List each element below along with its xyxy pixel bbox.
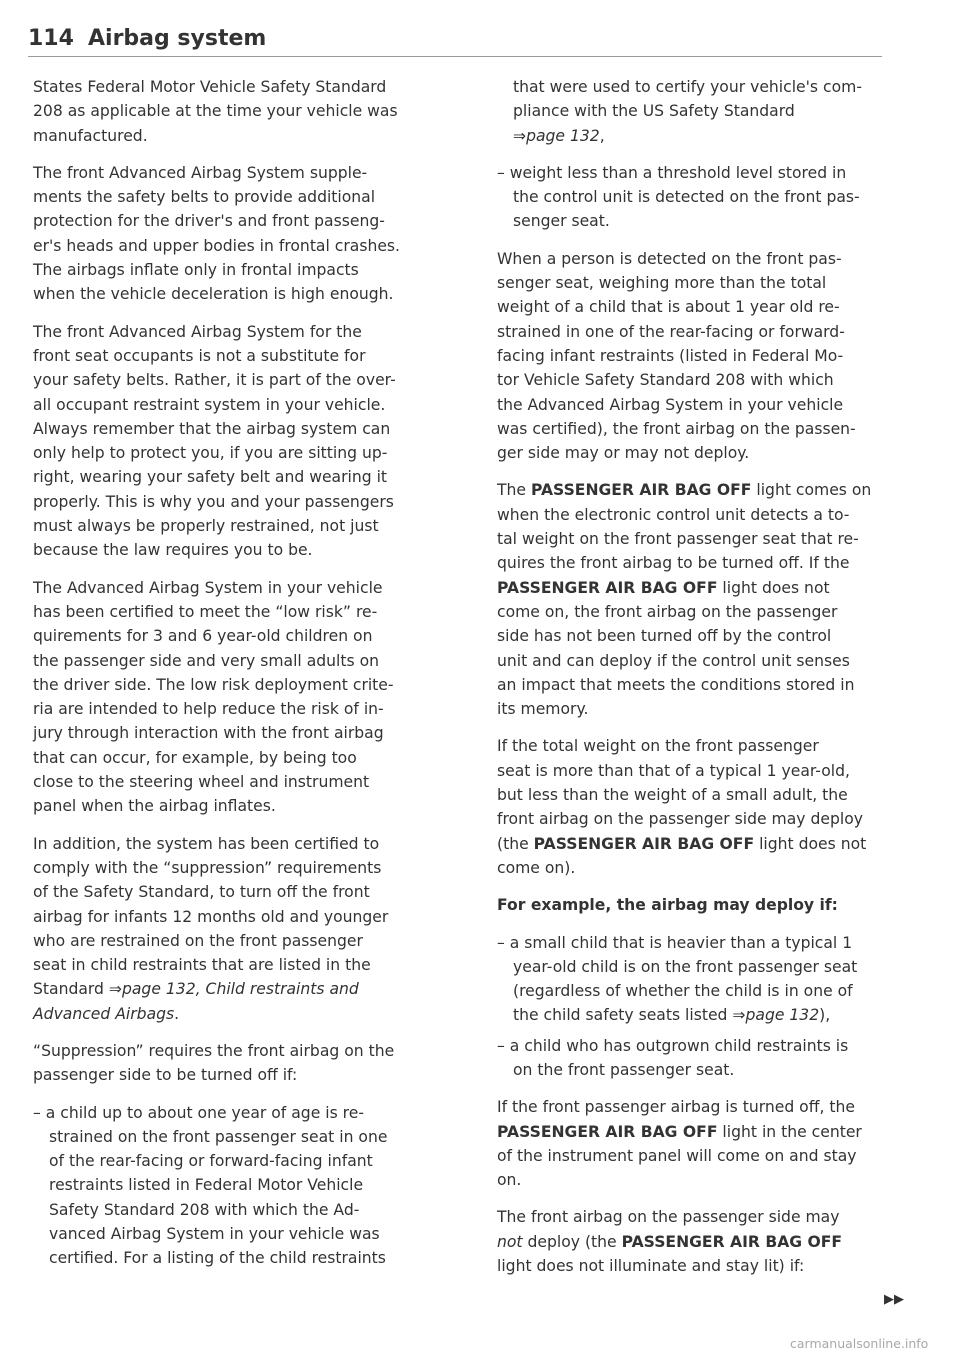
page-reference-link[interactable]: ⇒page 132 [732, 1006, 820, 1025]
paragraph: States Federal Motor Vehicle Safety Standard 208 as applicable at the time your vehicle was manufactured. [33, 78, 398, 145]
bullet-item: – a child up to about one year of age is re- strained on the front passenger seat in one of the rear-facing or forward-facing infant restraints listed in Federal Motor Vehicle Safety Standard 208 with which the Ad- vanced Airbag System in your vehicle was certified. For a listing of the child restraints [33, 1103, 388, 1268]
warning-light-name: PASSENGER AIR BAG OFF [533, 834, 755, 853]
page-reference-link[interactable]: ⇒page 132, Child restraints and [108, 980, 359, 999]
paragraph: The Advanced Airbag System in your vehicle has been certified to meet the “low risk” re- quirements for 3 and 6 year-old children on the passenger side and very small adults on the driver side. The low risk deployment crite- ria are intended to help reduce the risk of in- jury through interaction with the front airbag that can occur, for example, by being too close to the steering wheel and instrument panel when the airbag inflates. [33, 578, 394, 816]
page-number: 114 [28, 26, 74, 51]
paragraph: The front Advanced Airbag System for the front seat occupants is not a substitute for your safety belts. Rather, it is part of the over- all occupant restraint system in your vehicle. Always remember that the airbag system can only help to protect you, if you are sitting up- right, wearing your safety belt and wearing it properly. This is why you and your passengers must always be properly restrained, not just because the law requires you to be. [33, 322, 396, 560]
page-reference-link[interactable]: ⇒page 132 [513, 126, 600, 145]
bullet-item: – weight less than a threshold level stored in the control unit is detected on the front pas- senger seat. [497, 163, 860, 231]
warning-light-name: PASSENGER AIR BAG OFF [530, 481, 752, 500]
warning-light-name: PASSENGER AIR BAG OFF [497, 1122, 718, 1141]
right-column [497, 75, 885, 1291]
paragraph: If the front passenger airbag is turned off, the PASSENGER AIR BAG OFF light in the center of the instrument panel will come on and stay on. [497, 1098, 862, 1190]
paragraph: “Suppression” requires the front airbag on the passenger side to be turned off if: [33, 1041, 395, 1085]
page-header [28, 20, 882, 57]
section-title: Airbag system [88, 26, 267, 51]
paragraph: The front airbag on the passenger side may not deploy (the PASSENGER AIR BAG OFF light does not illuminate and stay lit) if: [497, 1208, 843, 1276]
subheading: For example, the airbag may deploy if: [497, 896, 838, 915]
paragraph: The PASSENGER AIR BAG OFF light comes on when the electronic control unit detects a to- tal weight on the front passenger seat that re- quires the front airbag to be turned off. If the PASSENGER AIR BAG OFF light does not come on, the front airbag on the passenger side has not been turned off by the control unit and can deploy if the control unit senses an impact that meets the conditions stored in its memory. [497, 481, 872, 719]
bullet-item: – a child who has outgrown child restraints is on the front passenger seat. [497, 1036, 849, 1079]
page-reference-link[interactable]: Advanced Airbags [33, 1004, 175, 1023]
warning-light-name: PASSENGER AIR BAG OFF [497, 578, 718, 597]
paragraph: When a person is detected on the front pas- senger seat, weighing more than the total weight of a child that is about 1 year old re- strained in one of the rear-facing or forward- facing infant restraints (listed in Federal Mo- tor Vehicle Safety Standard 208 with which the Advanced Airbag System in your vehicle was certified), the front airbag on the passen- ger side may or may not deploy. [497, 249, 856, 463]
bullet-item-continued: that were used to certify your vehicle's com- pliance with the US Safety Standard ⇒page 132, [513, 78, 862, 145]
continue-arrow-icon: ▶▶ [884, 1292, 904, 1307]
warning-light-name: PASSENGER AIR BAG OFF [621, 1232, 843, 1251]
paragraph: The front Advanced Airbag System supple- ments the safety belts to provide additional protection for the driver's and front passeng- er's heads and upper bodies in frontal crashes. The airbags inflate only in frontal impacts when the vehicle deceleration is high enough. [33, 163, 401, 304]
paragraph: If the total weight on the front passenger seat is more than that of a typical 1 year-old, but less than the weight of a small adult, the front airbag on the passenger side may deploy (the PASSENGER AIR BAG OFF light does not come on). [497, 737, 867, 877]
bullet-item: – a small child that is heavier than a typical 1 year-old child is on the front passenger seat (regardless of whether the child is in one of the child safety seats listed ⇒page 132), [497, 933, 858, 1025]
left-column [33, 75, 463, 1284]
watermark: carmanualsonline.info [790, 1336, 929, 1351]
paragraph: In addition, the system has been certified to comply with the “suppression” requirements of the Safety Standard, to turn off the front airbag for infants 12 months old and younger who are restrained on the front passenger seat in child restraints that are listed in the Standard ⇒page 132, Child restraints and Advanced Airbags. [33, 834, 389, 1023]
